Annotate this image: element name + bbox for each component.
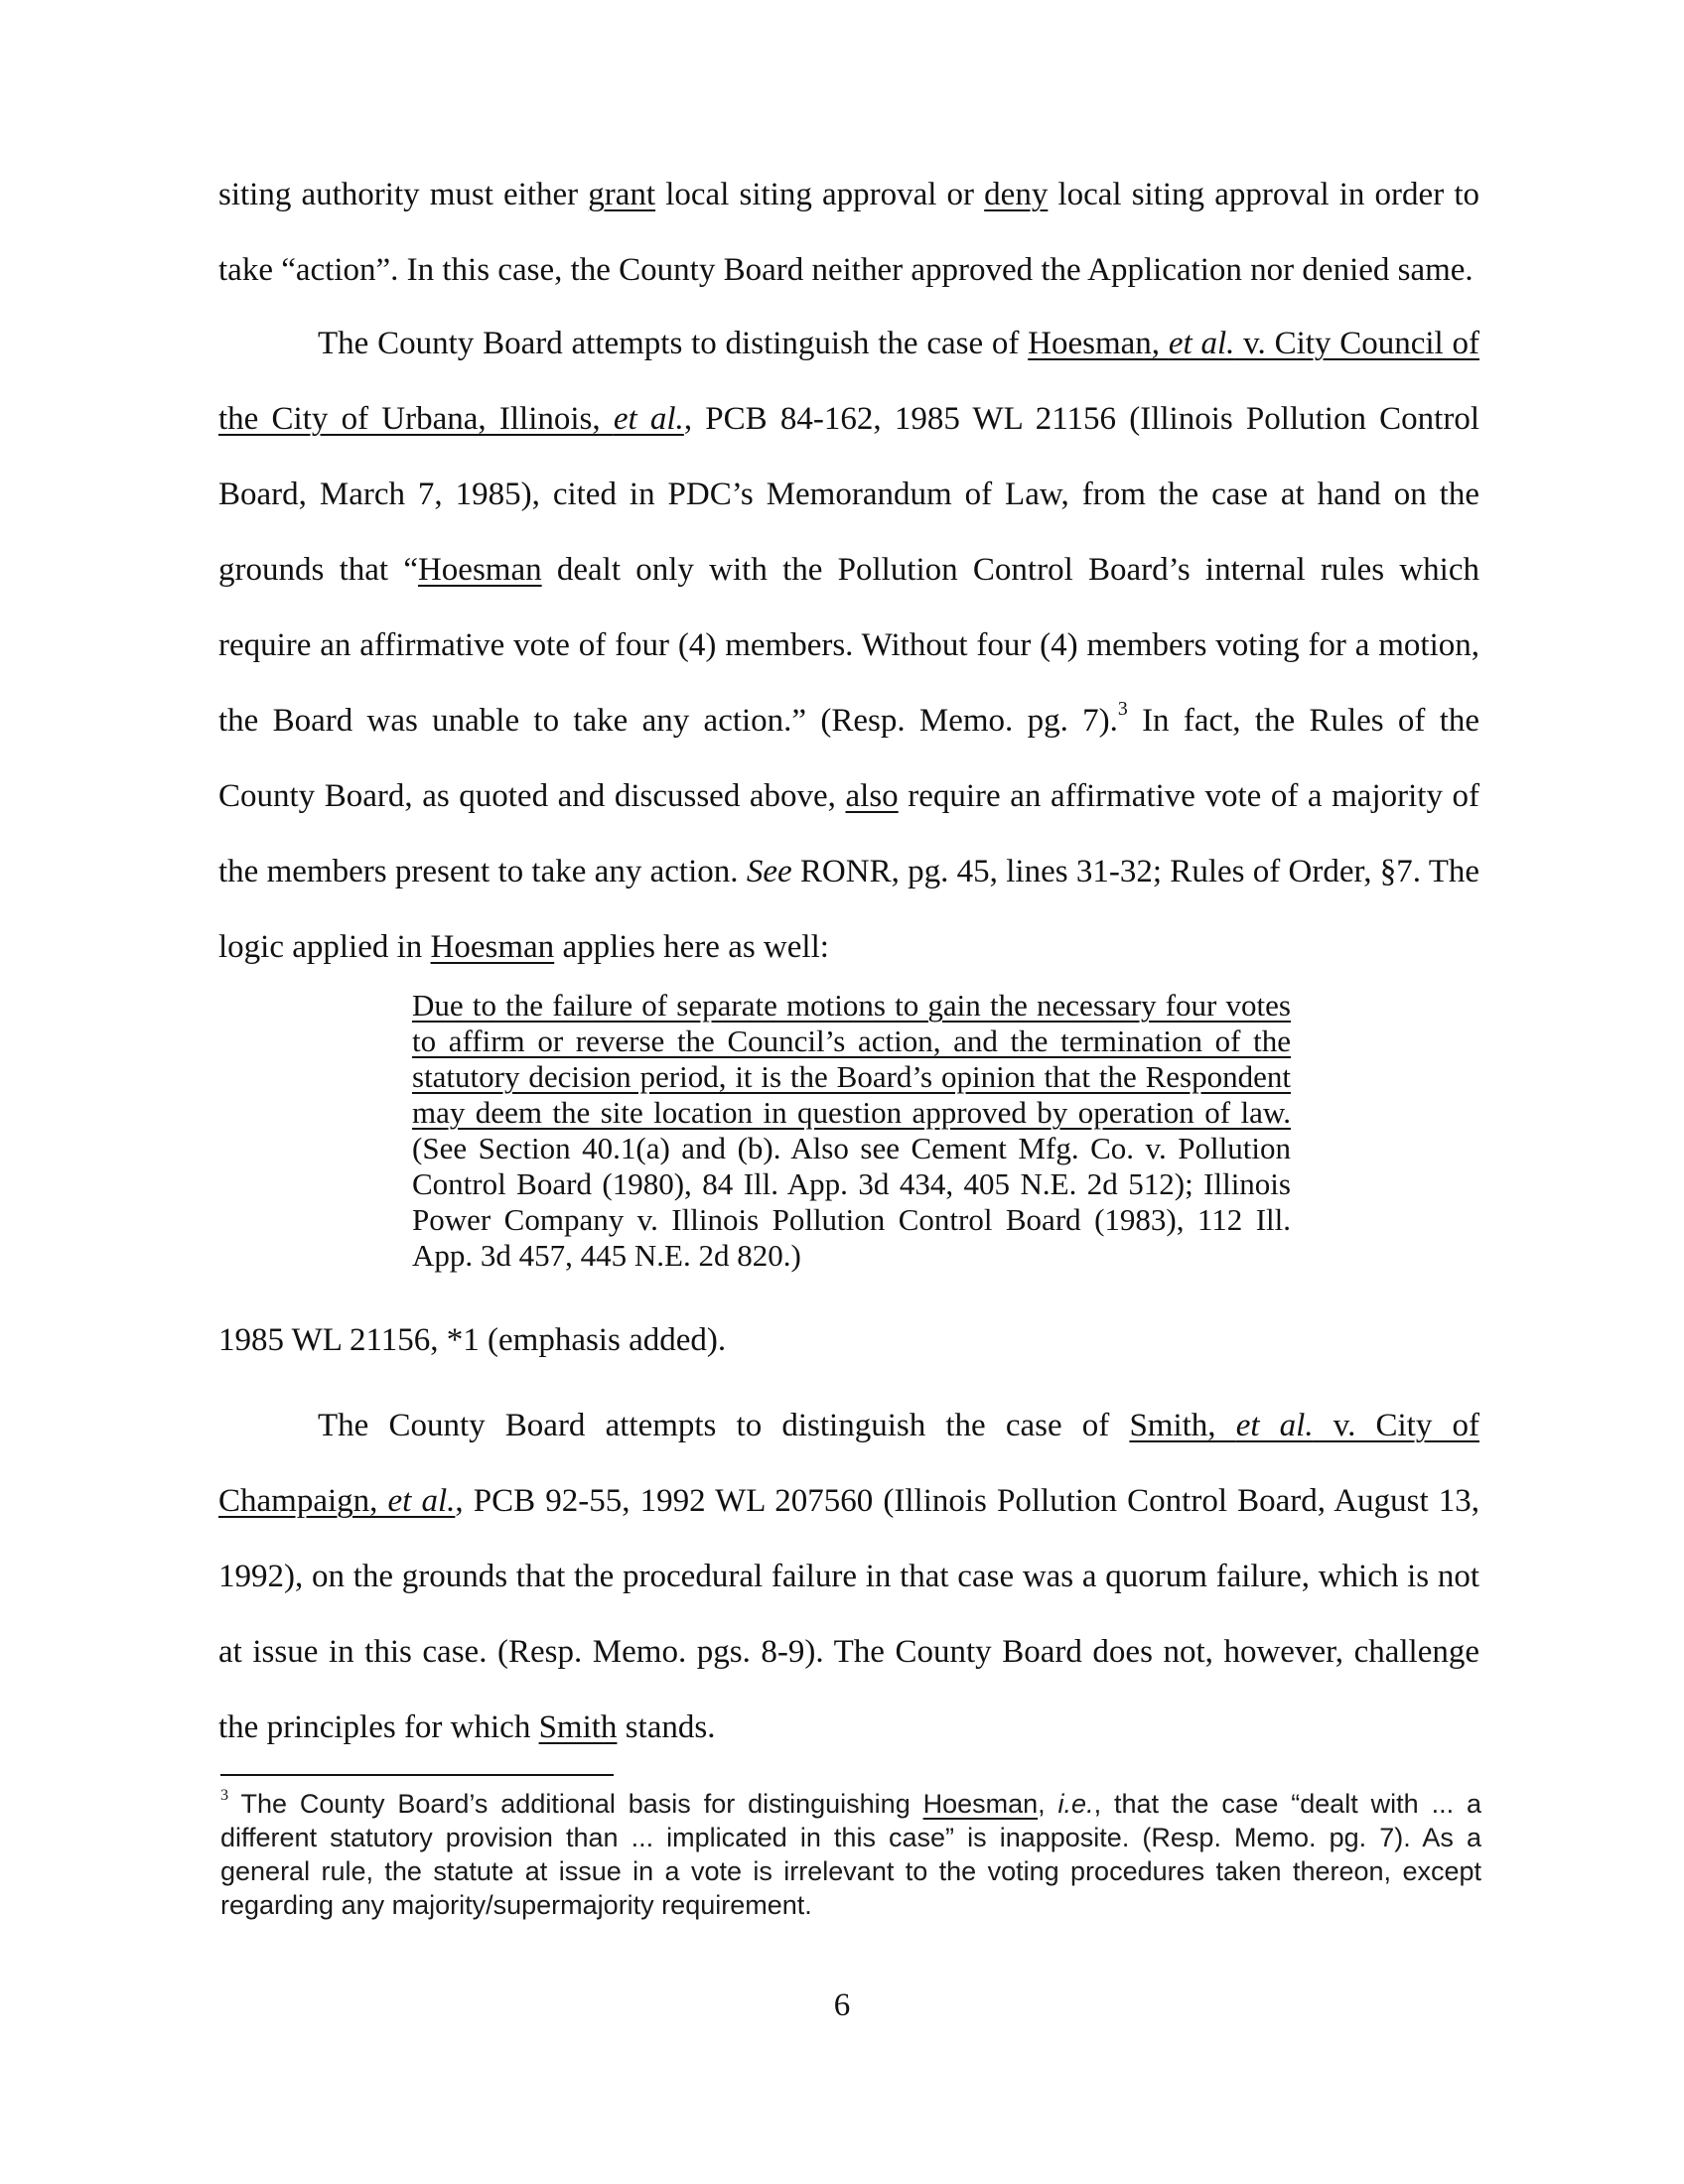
text: local siting approval or (655, 177, 985, 212)
footnote-divider (220, 1774, 614, 1776)
paragraph-1 (218, 157, 1479, 308)
text: siting authority must either (218, 177, 589, 212)
paragraph-3 (218, 1388, 1479, 1765)
citation-line: 1985 WL 21156, *1 (emphasis added). (218, 1322, 727, 1358)
text: , (1038, 1789, 1058, 1819)
text: et al. (1235, 1408, 1314, 1443)
paragraph-2 (218, 306, 1479, 985)
footnote-marker: 3 (220, 1785, 229, 1804)
text: require an affirmative vote of a majority of the members present to take any action. (218, 778, 1479, 889)
text: The County Board attempts to distinguish the case of (318, 1408, 1130, 1443)
text: i.e. (1057, 1789, 1094, 1819)
block-quote (412, 988, 1291, 1274)
text: local siting approval in order to take “action”. In this case, the County Board neither approved the Application nor denied same. (218, 177, 1479, 288)
signal-see: See (746, 854, 792, 889)
emphasis-deny: deny (984, 177, 1049, 212)
text: dealt only with the Pollution Control Board’s internal rules which require an affirmative vote of four (4) members. Without four (4) members voting for a motion, the Board was unable to take any action.” (Resp. Memo. pg. 7). (218, 552, 1479, 739)
footnote-3 (220, 1787, 1481, 1922)
text: In fact, the Rules of the County Board, as quoted and discussed above, (218, 703, 1480, 814)
case-ref-hoesman: Hoesman (430, 929, 555, 965)
text: RONR, pg. 45, lines 31-32; Rules of Order, §7. The logic applied in (218, 854, 1479, 965)
text: et al. (1168, 326, 1235, 361)
text: Smith, (1129, 1408, 1236, 1443)
case-ref-hoesman: Hoesman (417, 552, 542, 588)
case-ref-smith: Smith (538, 1709, 618, 1745)
text: et al. (387, 1483, 456, 1519)
text: et al. (613, 401, 684, 437)
text: Hoesman, (1028, 326, 1169, 361)
text: , that the case “dealt with ... a different statutory provision than ... implicated in this case” is inapposite. (Resp. Memo. pg. 7). As a general rule, the statute at issue in a vote is irrelevant to the voting procedures taken thereon, except regarding any majority/supermajority requirement. (220, 1789, 1481, 1920)
quote-emphasis: Due to the failure of separate motions to gain the necessary four votes to affirm or reverse the Council’s action, and the termination of the statutory decision period, it is the Board’s opinion that the Respondent may deem the site location in question approved by operation of law. (412, 988, 1291, 1130)
case-ref-hoesman: Hoesman (922, 1789, 1039, 1819)
text: applies here as well: (554, 929, 829, 965)
text: , PCB 92-55, 1992 WL 207560 (Illinois Pollution Control Board, August 13, 1992), on the grounds that the procedural failure in that case was a quorum failure, which is not at issue in this case. (Resp. Memo. pgs. 8-9). The County Board does not, however, challenge the principles for which (218, 1483, 1480, 1745)
page-number: 6 (833, 1987, 851, 2023)
emphasis-grant: grant (588, 177, 656, 212)
text: The County Board’s additional basis for distinguishing (228, 1789, 923, 1819)
text: stands. (617, 1709, 716, 1745)
text: v. City of Champaign, (218, 1408, 1479, 1519)
quote-text: (See Section 40.1(a) and (b). Also see Cement Mfg. Co. v. Pollution Control Board (1980), 84 Ill. App. 3d 434, 405 N.E. 2d 512); Illinois Power Company v. Illinois Pollution Control Board (1983), 112 Ill. App. 3d 457, 445 N.E. 2d 820.) (412, 1131, 1291, 1273)
text: The County Board attempts to distinguish the case of (318, 326, 1029, 361)
emphasis-also: also (845, 778, 899, 814)
text: v. City Council of the City of Urbana, Illinois, (218, 326, 1479, 437)
footnote-reference: 3 (1117, 698, 1128, 721)
text: , PCB 84-162, 1985 WL 21156 (Illinois Pollution Control Board, March 7, 1985), cited in PDC’s Memorandum of Law, from the case at hand on the grounds that “ (218, 401, 1480, 588)
